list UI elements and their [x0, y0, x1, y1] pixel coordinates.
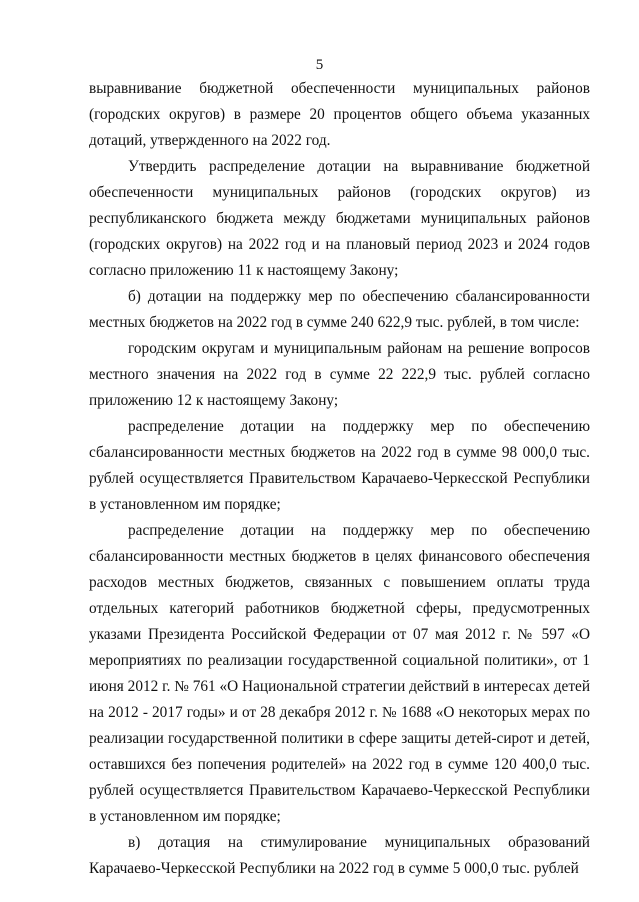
paragraph-item-b: б) дотации на поддержку мер по обеспечению сбалансированности местных бюджетов на 2022 год в сумме 240 622,9 тыс. рублей, в том числе: — [89, 288, 590, 331]
paragraph-approve-distribution: Утвердить распределение дотации на выравнивание бюджетной обеспеченности муниципальных районов (городских округов) из республиканского бюджета между бюджетами муниципальных районов (городских округов) на 2022 год и на плановый период 2023 и 2024 годов согласно приложению 11 к настоящему Закону; — [89, 158, 590, 279]
page-number: 5 — [315, 57, 324, 73]
paragraph-equalization-continuation: выравнивание бюджетной обеспеченности муниципальных районов (городских округов) в размере 20 процентов общего объема указанных дотаций, утвержденного на 2022 год. — [89, 80, 590, 149]
paragraph-distribution-salaries: распределение дотации на поддержку мер по обеспечению сбалансированности местных бюджетов в целях финансового обеспечения расходов местных бюджетов, связанных с повышением оплаты труда отдельных категорий работников бюджетной сферы, предусмотренных указами Президента Российской Федерации от 07 мая 2012 г. № 597 «О мероприятиях по реализации государственной социальной политики», от 1 июня 2012 г. № 761 «О Национальной стратегии действий в интересах детей на 2012 - 2017 годы» и от 28 декабря 2012 г. № 1688 «О некоторых мерах по реализации государственной политики в сфере защиты детей-сирот и детей, оставшихся без попечения родителей» на 2022 год в сумме 120 400,0 тыс. рублей осуществляется Правительством Карачаево-Черкесской Республики в установленном им порядке; — [89, 522, 590, 825]
paragraph-distribution-98000: распределение дотации на поддержку мер по обеспечению сбалансированности местных бюджетов на 2022 год в сумме 98 000,0 тыс. рублей осуществляется Правительством Карачаево-Черкесской Республики в установленном им порядке; — [89, 418, 590, 513]
paragraph-item-v: в) дотация на стимулирование муниципальных образований Карачаево-Черкесской Республики на 2022 год в сумме 5 000,0 тыс. рублей — [89, 834, 590, 877]
document-body — [89, 76, 590, 882]
paragraph-local-issues: городским округам и муниципальным районам на решение вопросов местного значения на 2022 год в сумме 22 222,9 тыс. рублей согласно приложению 12 к настоящему Закону; — [89, 340, 590, 409]
